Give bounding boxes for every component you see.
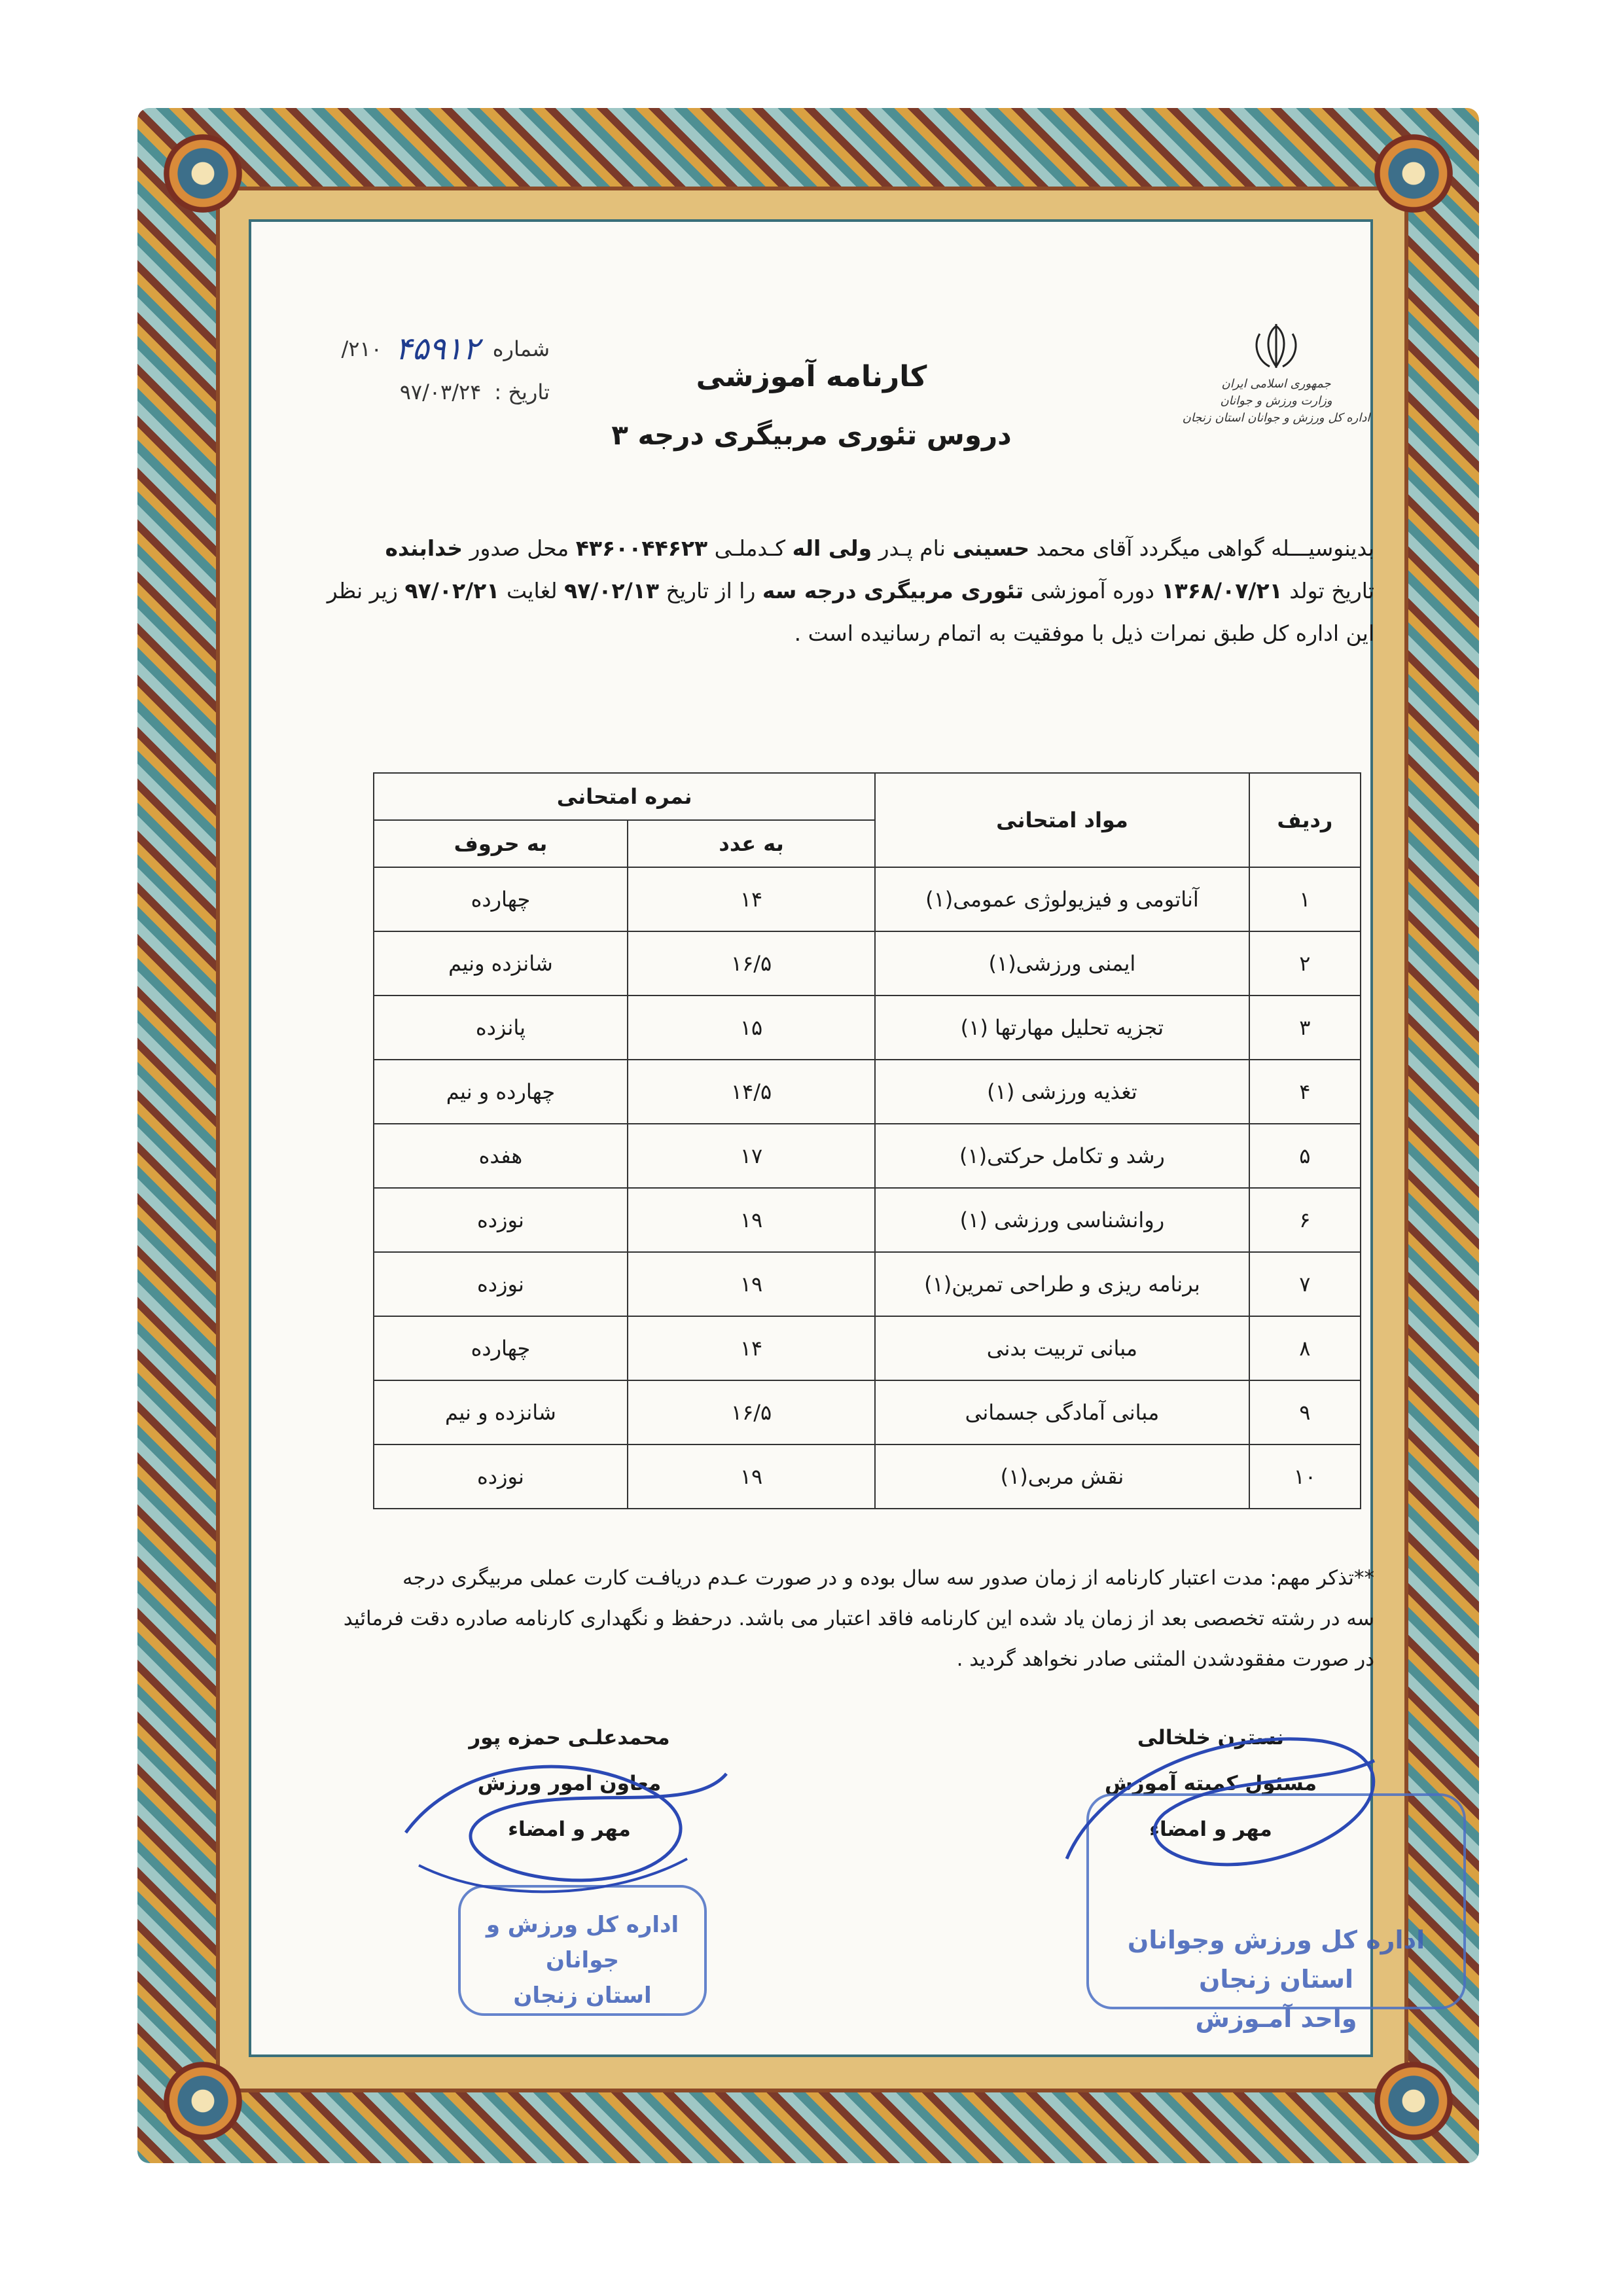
emblem-line-office: اداره کل ورزش و جوانان استان زنجان: [1182, 411, 1370, 425]
document-subtitle: دروس تئوری مربیگری درجه ۳: [611, 419, 1012, 451]
note-line-1: **تذکر مهم: مدت اعتبار کارنامه از زمان صدور سه سال بوده و در صورت عـدم دریافـت کارت عملی مربیگری درجه: [402, 1566, 1374, 1590]
grade-numeric-cell: ۱۶/۵: [628, 1380, 875, 1444]
grade-numeric-cell: ۱۴: [628, 867, 875, 931]
table-row: [374, 1060, 1361, 1124]
row-number-cell: ۴: [1249, 1060, 1361, 1124]
handwritten-signature-right: [1047, 1702, 1414, 1911]
grade-words-cell: چهارده: [374, 1316, 628, 1380]
header-grade: نمره امتحانی: [374, 773, 875, 820]
issue-place: خدابنده: [385, 535, 463, 561]
table-row: [374, 996, 1361, 1060]
row-number-cell: ۶: [1249, 1188, 1361, 1252]
handwritten-signature-left: [380, 1734, 746, 1931]
grades-table: [373, 772, 1361, 1509]
subject-cell: برنامه ریزی و طراحی تمرین(۱): [875, 1252, 1249, 1316]
row-number-cell: ۱: [1249, 867, 1361, 931]
grade-words-cell: چهارده: [374, 867, 628, 931]
signer-title: معاون امور ورزش: [477, 1772, 662, 1795]
grade-numeric-cell: ۱۹: [628, 1252, 875, 1316]
paragraph-line-2: [304, 569, 1374, 612]
row-number-cell: ۹: [1249, 1380, 1361, 1444]
header-numeric: به عدد: [628, 820, 875, 867]
grade-numeric-cell: ۱۴: [628, 1316, 875, 1380]
from-date: ۹۷/۰۲/۱۳: [564, 578, 660, 603]
national-code: ۴۳۶۰۰۴۴۶۲۳: [575, 535, 708, 561]
grade-words-cell: شانزده ونیم: [374, 931, 628, 996]
row-number-cell: ۲: [1249, 931, 1361, 996]
number-label: شماره: [492, 336, 550, 361]
text-fragment: محل صدور: [469, 535, 569, 561]
stamp-text: اداره کل ورزش و جوانان: [486, 1912, 679, 1973]
header-row-number: ردیف: [1249, 773, 1361, 867]
subject-cell: تغذیه ورزشی (۱): [875, 1060, 1249, 1124]
subject-cell: روانشناسی ورزشی (۱): [875, 1188, 1249, 1252]
row-number-cell: ۳: [1249, 996, 1361, 1060]
grade-numeric-cell: ۱۵: [628, 996, 875, 1060]
course-name: تئوری مربیگری درجه سه: [762, 578, 1024, 603]
header-words: به حروف: [374, 820, 628, 867]
signer-name: محمدعلـی حمزه پور: [469, 1726, 670, 1749]
grade-numeric-cell: ۱۶/۵: [628, 931, 875, 996]
handwritten-number: ۴۵۹۱۲: [395, 331, 480, 367]
paragraph-line-3: این اداره کل طبق نمرات ذیل با موفقیت به اتمام رسانیده است .: [794, 620, 1374, 646]
seal-label: مهر و امضاء: [508, 1818, 631, 1841]
father-name: ولی اله: [792, 535, 872, 561]
grade-numeric-cell: ۱۷: [628, 1124, 875, 1188]
row-number-cell: ۸: [1249, 1316, 1361, 1380]
paragraph-line-1: [304, 527, 1374, 569]
grade-words-cell: نوزده: [374, 1252, 628, 1316]
row-number-cell: ۷: [1249, 1252, 1361, 1316]
number-prefix: ۲۱۰/: [341, 336, 382, 361]
text-fragment: نام پـدر: [878, 535, 946, 561]
row-number-cell: ۵: [1249, 1124, 1361, 1188]
date-label: تاریخ :: [494, 380, 550, 404]
emblem-line-ministry: وزارت ورزش و جوانان: [1220, 394, 1332, 408]
subject-cell: رشد و تکامل حرکتی(۱): [875, 1124, 1249, 1188]
grade-words-cell: چهارده و نیم: [374, 1060, 628, 1124]
grade-numeric-cell: ۱۴/۵: [628, 1060, 875, 1124]
grade-words-cell: هفده: [374, 1124, 628, 1188]
note-line-2: سه در رشته تخصصی بعد از زمان یاد شده این کارنامه فاقد اعتبار می باشد. درحفظ و نگهداری کارنامه صادره دقت فرمائید: [343, 1607, 1374, 1630]
table-header-row: [374, 773, 1361, 820]
to-date: ۹۷/۰۲/۲۱: [404, 578, 500, 603]
certification-paragraph: [304, 527, 1374, 655]
birth-date: ۱۳۶۸/۰۷/۲۱: [1161, 578, 1283, 603]
subject-cell: مبانی آمادگی جسمانی: [875, 1380, 1249, 1444]
table-row: [374, 1316, 1361, 1380]
stamp-text: واحد آمـوزش: [1195, 2004, 1357, 2033]
note-line-3: در صورت مفقودشدن المثنی صادر نخواهد گردید .: [956, 1647, 1374, 1671]
grade-words-cell: شانزده و نیم: [374, 1380, 628, 1444]
corner-medallion: [164, 134, 242, 213]
text-fragment: دوره آموزشی: [1030, 578, 1154, 603]
text-fragment: را از تاریخ: [666, 578, 756, 603]
subject-cell: ایمنی ورزشی(۱): [875, 931, 1249, 996]
table-row: [374, 1380, 1361, 1444]
document-title: کارنامه آموزشی: [696, 360, 927, 393]
signer-title: مسئول کمیته آموزش: [1104, 1772, 1317, 1795]
corner-medallion: [164, 2062, 242, 2140]
date-value: ۹۷/۰۳/۲۴: [399, 380, 482, 404]
subject-cell: تجزیه تحلیل مهارتها (۱): [875, 996, 1249, 1060]
header-subject: مواد امتحانی: [875, 773, 1249, 867]
corner-medallion: [1374, 134, 1453, 213]
grade-words-cell: پانزده: [374, 996, 628, 1060]
stamp-text: اداره کل ورزش وجوانان استان زنجان: [1127, 1926, 1425, 1994]
text-fragment: زیر نظر: [327, 578, 398, 603]
text-fragment: بدینوسیـــله گواهی میگردد آقای محمد: [1036, 535, 1374, 561]
grade-numeric-cell: ۱۹: [628, 1188, 875, 1252]
table-row: [374, 931, 1361, 996]
subject-cell: آناتومی و فیزیولوژی عمومی(۱): [875, 867, 1249, 931]
table-row: [374, 867, 1361, 931]
table-row: [374, 1188, 1361, 1252]
grade-words-cell: نوزده: [374, 1444, 628, 1509]
subject-cell: مبانی تربیت بدنی: [875, 1316, 1249, 1380]
subject-cell: نقش مربی(۱): [875, 1444, 1249, 1509]
table-row: [374, 1444, 1361, 1509]
table-row: [374, 1252, 1361, 1316]
surname: حسینی: [952, 535, 1030, 561]
stamp-text: استان زنجان: [513, 1982, 652, 2009]
row-number-cell: ۱۰: [1249, 1444, 1361, 1509]
grade-words-cell: نوزده: [374, 1188, 628, 1252]
text-fragment: کـدملـی: [714, 535, 786, 561]
emblem-line-country: جمهوری اسلامی ایران: [1221, 377, 1331, 391]
text-fragment: لغایت: [506, 578, 558, 603]
corner-medallion: [1374, 2062, 1453, 2140]
important-note: [304, 1558, 1374, 1679]
table-row: [374, 1124, 1361, 1188]
text-fragment: تاریخ تولد: [1289, 578, 1374, 603]
signer-name: نسترن خلخالی: [1137, 1726, 1285, 1749]
seal-label: مهر و امضاء: [1149, 1818, 1272, 1841]
grade-numeric-cell: ۱۹: [628, 1444, 875, 1509]
